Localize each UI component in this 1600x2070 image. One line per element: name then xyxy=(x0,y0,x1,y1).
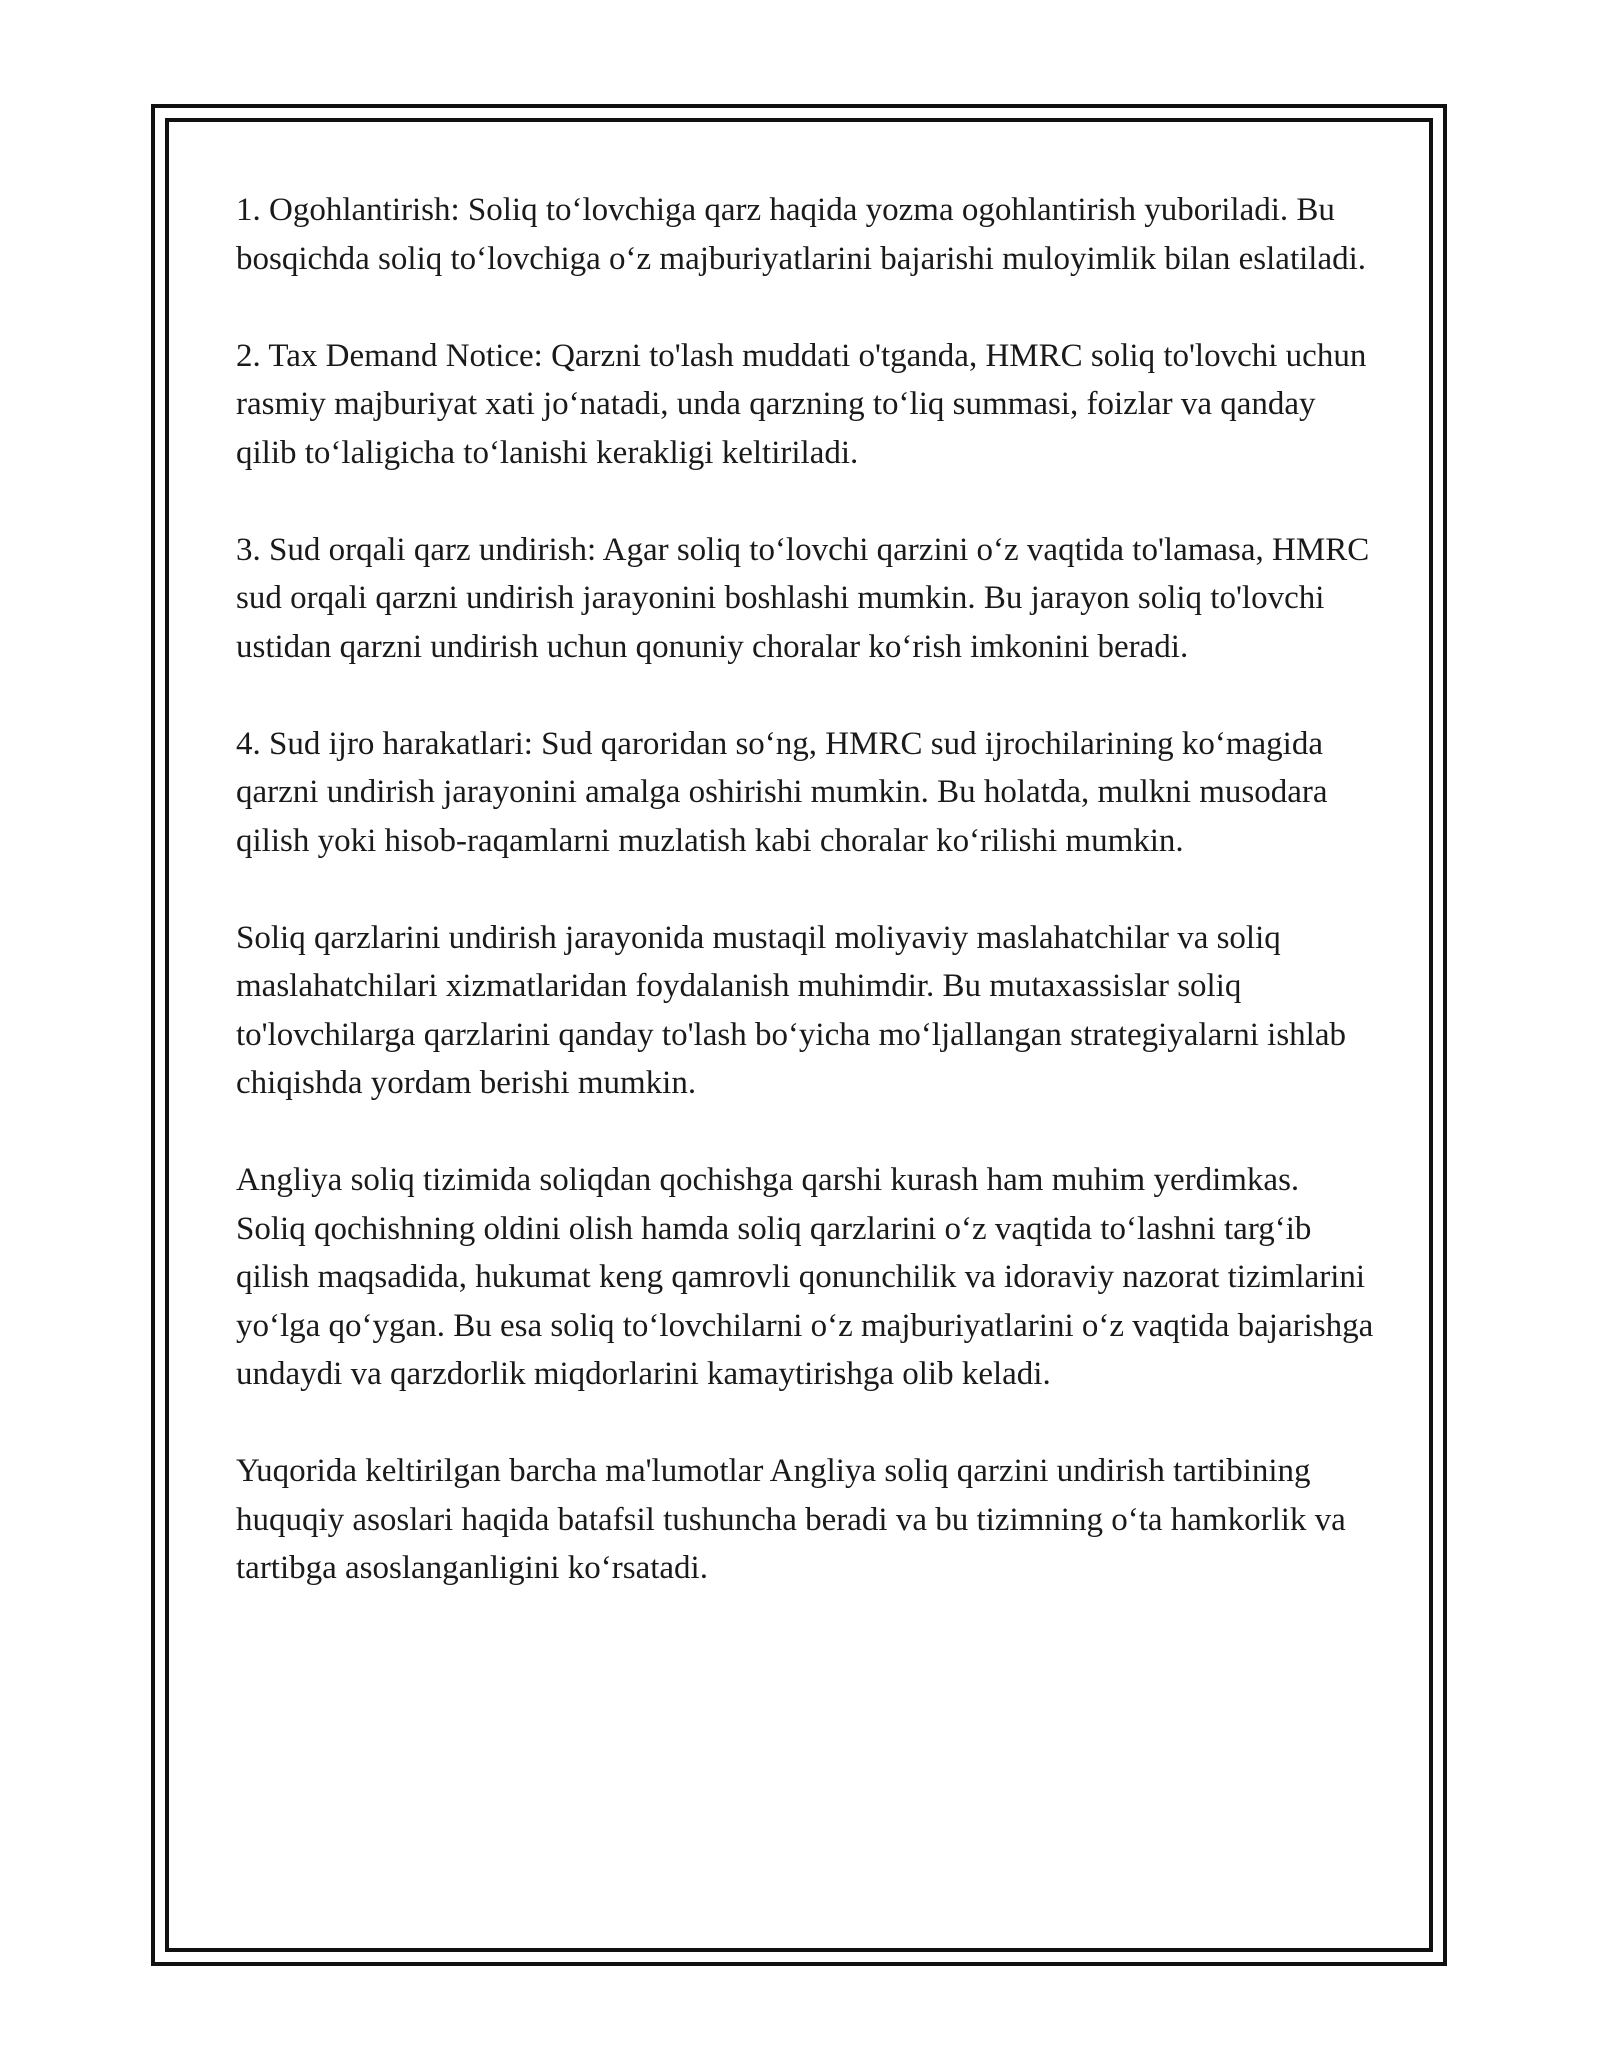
paragraph-tax-evasion: Angliya soliq tizimida soliqdan qochishga qarshi kurash ham muhim yerdimkas. Soliq qochishning oldini olish hamda soliq qarzlarini o‘z vaqtida to‘lashni targ‘ib qilish maqsadida, hukumat keng qamrovli qonunchilik va idoraviy nazorat tizimlarini yo‘lga qo‘ygan. Bu esa soliq to‘lovchilarni o‘z majburiyatlarini o‘z vaqtida bajarishga undaydi va qarzdorlik miqdorlarini kamaytirishga olib keladi. xyxy=(236,1162,1374,1392)
paragraph-step-2-tax-demand-notice: 2. Tax Demand Notice: Qarzni to'lash muddati o'tganda, HMRC soliq to'lovchi uchun rasmiy majburiyat xati jo‘natadi, unda qarzning to‘liq summasi, foizlar va qanday qilib to‘laligicha to‘lanishi kerakligi keltiriladi. xyxy=(236,337,1367,471)
paragraph-step-1-warning: 1. Ogohlantirish: Soliq to‘lovchiga qarz haqida yozma ogohlantirish yuboriladi. Bu bosqichda soliq to‘lovchiga o‘z majburiyatlarini bajarishi muloyimlik bilan eslatiladi. xyxy=(236,192,1367,277)
paragraph-conclusion: Yuqorida keltirilgan barcha ma'lumotlar Angliya soliq qarzini undirish tartibining huquqiy asoslari haqida batafsil tushuncha beradi va bu tizimning o‘ta hamkorlik va tartibga asoslanganligini ko‘rsatadi. xyxy=(236,1453,1346,1586)
paragraph-step-4-enforcement: 4. Sud ijro harakatlari: Sud qaroridan so‘ng, HMRC sud ijrochilarining ko‘magida qarzni undirish jarayonini amalga oshirishi mumkin. Bu holatda, mulkni musodara qilish yoki hisob-raqamlarni muzlatish kabi choralar ko‘rilishi mumkin. xyxy=(236,725,1328,859)
paragraph-advisors: Soliq qarzlarini undirish jarayonida mustaqil moliyaviy maslahatchilar va soliq maslahatchilari xizmatlaridan foydalanish muhimdir. Bu mutaxassislar soliq to'lovchilarga qarzlarini qanday to'lash bo‘yicha mo‘ljallangan strategiyalarni ishlab chiqishda yordam berishi mumkin. xyxy=(236,919,1346,1101)
document-body xyxy=(236,186,1376,1593)
paragraph-step-3-court-recovery: 3. Sud orqali qarz undirish: Agar soliq to‘lovchi qarzini o‘z vaqtida to'lamasa, HMRC sud orqali qarzni undirish jarayonini boshlashi mumkin. Bu jarayon soliq to'lovchi ustidan qarzni undirish uchun qonuniy choralar ko‘rish imkonini beradi. xyxy=(236,531,1370,665)
